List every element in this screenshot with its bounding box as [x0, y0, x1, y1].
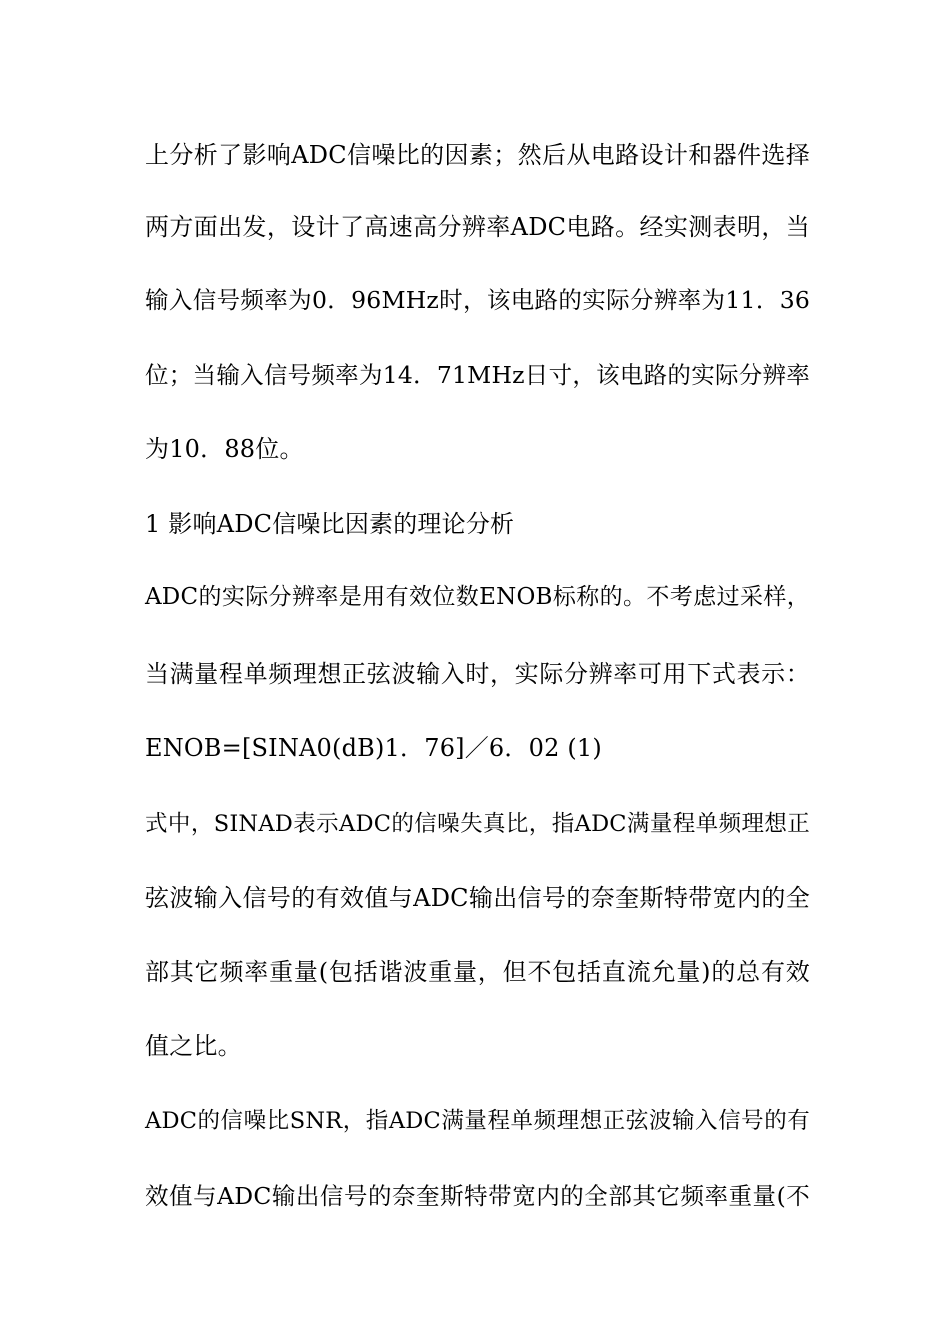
paragraph-line: 为10．88位。 — [145, 435, 304, 463]
paragraph-line: 当满量程单频理想正弦波输入时，实际分辨率可用下式表示： — [145, 660, 810, 688]
paragraph-line: 位；当输入信号频率为14．71MHz日寸，该电路的实际分辨率 — [145, 361, 810, 389]
paragraph-line: 输入信号频率为0．96MHz时，该电路的实际分辨率为11．36 — [145, 286, 810, 314]
equation-line: ENOB=[SINA0(dB)1．76]／6．02 (1) — [145, 734, 602, 762]
paragraph-line: 弦波输入信号的有效值与ADC输出信号的奈奎斯特带宽内的全 — [145, 884, 810, 912]
paragraph-line: 式中，SINAD表示ADC的信噪失真比，指ADC满量程单频理想正 — [145, 811, 810, 837]
paragraph-line: 部其它频率重量(包括谐波重量，但不包括直流允量)的总有效 — [145, 958, 810, 986]
paragraph-line: ADC的信噪比SNR，指ADC满量程单频理想正弦波输入信号的有 — [145, 1108, 810, 1134]
paragraph-line: ADC的实际分辨率是用有效位数ENOB标称的。不考虑过采样， — [145, 584, 810, 610]
section-heading: 1 影响ADC信噪比因素的理论分析 — [145, 510, 515, 538]
paragraph-line: 值之比。 — [145, 1032, 242, 1060]
paragraph-line: 两方面出发，设计了高速高分辨率ADC电路。经实测表明，当 — [145, 213, 810, 241]
paragraph-line: 上分析了影响ADC信噪比的因素；然后从电路设计和器件选择 — [145, 141, 810, 169]
paragraph-line: 效值与ADC输出信号的奈奎斯特带宽内的全部其它频率重量(不 — [145, 1182, 810, 1210]
